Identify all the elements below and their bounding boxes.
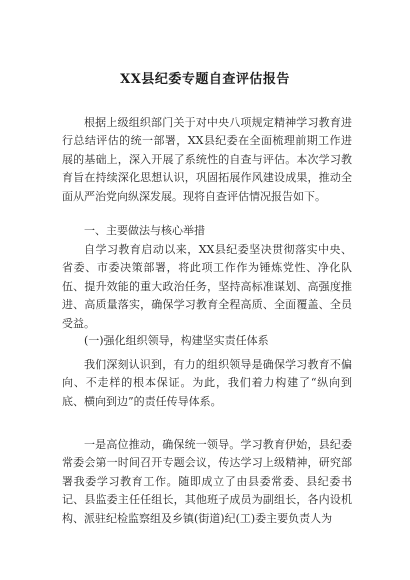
document-body [62,114,352,206]
intro-paragraph: 根据上级组织部门关于对中央八项规定精神学习教育进行总结评估的统一部署，XX县纪委在全面梳理前期工作进展的基础上，深入开展了系统性的自查与评估。本次学习教育旨在持续深化思想认识，巩固拓展作风建设成果，推动全面从严治党向纵深发展。现将自查评估情况报告如下。 [62,116,352,203]
section-heading: 一、主要做法与核心举措 [84,224,205,237]
detail-paragraph: 一是高位推动，确保统一领导。学习教育伊始，县纪委常委会第一时间召开专题会议，传达学习上级精神，研究部署我委学习教育工作。随即成立了由县委常委、县纪委书记、县监委主任任组长，其他班子成员为副组长，各内设机构、派驻纪检监察组及乡镇(街道)纪(工)委主要负责人为 [62,438,352,525]
section-one [62,222,352,240]
document-title: XX县纪委专题自查评估报告 [120,72,290,87]
subsection-one-detail [62,436,352,528]
section-one-body [62,241,352,333]
subsection-one [62,332,352,350]
section-paragraph: 自学习教育启动以来，XX县纪委坚决贯彻落实中央、省委、市委决策部署，将此项工作作为锤炼党性、净化队伍、提升效能的重大政治任务，坚持高标准谋划、高强度推进、高质量落实，确保学习教育全程高质、全面覆盖、全员受益。 [62,243,352,330]
subsection-heading: (一)强化组织领导，构建坚实责任体系 [84,334,269,347]
subsection-paragraph: 我们深刻认识到，有力的组织领导是确保学习教育不偏向、不走样的根本保证。为此，我们着力构建了“纵向到底、横向到边”的责任传导体系。 [62,358,352,408]
subsection-one-body [62,356,352,411]
